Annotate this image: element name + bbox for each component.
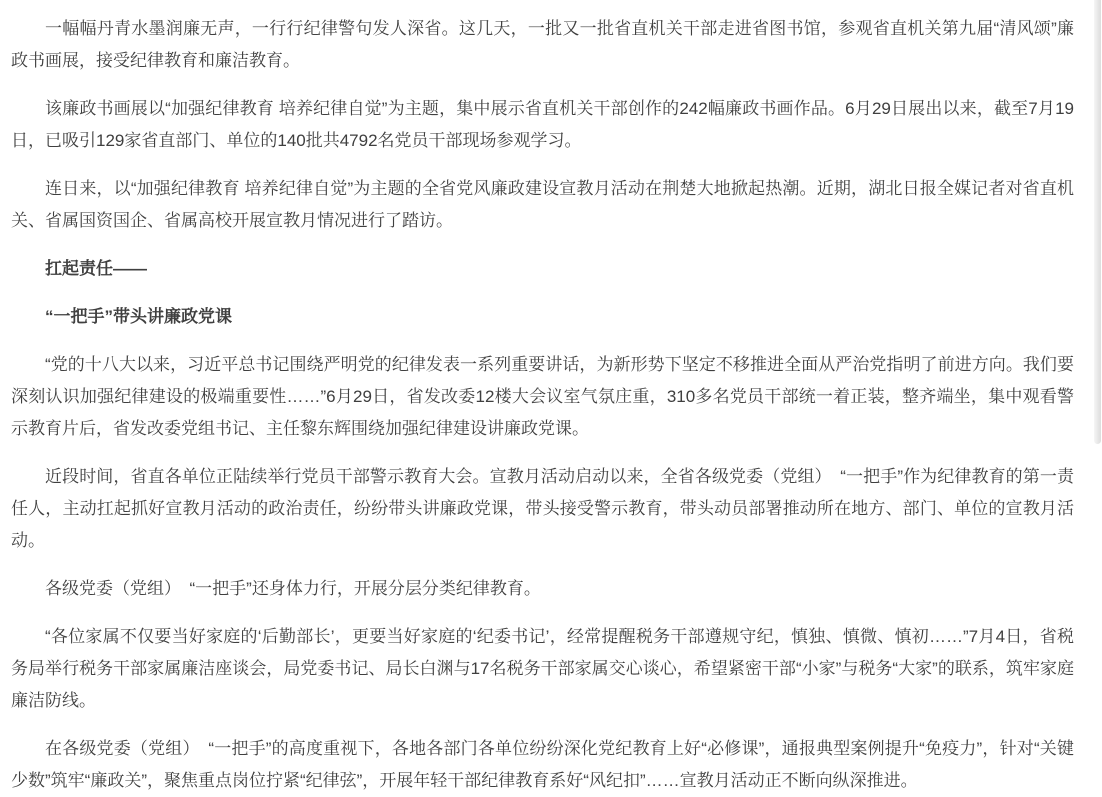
paragraph: “各位家属不仅要当好家庭的‘后勤部长’，更要当好家庭的‘纪委书记’，经常提醒税务干部遵规守纪，慎独、慎微、慎初……”7月4日，省税务局举行税务干部家属廉洁座谈会，局党委书记、局长白渊与17名税务干部家属交心谈心，希望紧密干部“小家”与税务“大家”的联系，筑牢家庭廉洁防线。 (11, 627, 1074, 710)
section-heading: 扛起责任—— (45, 259, 147, 278)
paragraph: 一幅幅丹青水墨润廉无声，一行行纪律警句发人深省。这几天，一批又一批省直机关干部走进省图书馆，参观省直机关第九届“清风颂”廉政书画展，接受纪律教育和廉洁教育。 (11, 19, 1074, 70)
paragraph: 在各级党委（党组） “一把手”的高度重视下，各地各部门各单位纷纷深化党纪教育上好“必修课”，通报典型案例提升“免疫力”，针对“关键少数”筑牢“廉政关”，聚焦重点岗位拧紧“纪律弦”，开展年轻干部纪律教育系好“风纪扣”……宣教月活动正不断向纵深推进。 (11, 739, 1074, 790)
paragraph: 连日来，以“加强纪律教育 培养纪律自觉”为主题的全省党风廉政建设宣教月活动在荆楚大地掀起热潮。近期，湖北日报全媒记者对省直机关、省属国资国企、省属高校开展宣教月情况进行了踏访。 (11, 179, 1074, 230)
paragraph: 近段时间，省直各单位正陆续举行党员干部警示教育大会。宣教月活动启动以来，全省各级党委（党组） “一把手”作为纪律教育的第一责任人，主动扛起抓好宣教月活动的政治责任，纷纷带头讲廉政党课，带头接受警示教育，带头动员部署推动所在地方、部门、单位的宣教月活动。 (11, 467, 1074, 550)
vertical-scrollbar-thumb[interactable] (1094, 0, 1101, 444)
paragraph: “党的十八大以来，习近平总书记围绕严明党的纪律发表一系列重要讲话，为新形势下坚定不移推进全面从严治党指明了前进方向。我们要深刻认识加强纪律建设的极端重要性……”6月29日，省发改委12楼大会议室气氛庄重，310多名党员干部统一着正装，整齐端坐，集中观看警示教育片后，省发改委党组书记、主任黎东辉围绕加强纪律建设讲廉政党课。 (11, 355, 1074, 438)
section-heading: “一把手”带头讲廉政党课 (45, 307, 232, 326)
paragraph: 各级党委（党组） “一把手”还身体力行，开展分层分类纪律教育。 (45, 579, 541, 598)
paragraph: 该廉政书画展以“加强纪律教育 培养纪律自觉”为主题，集中展示省直机关干部创作的242幅廉政书画作品。6月29日展出以来，截至7月19日，已吸引129家省直部门、单位的140批共4792名党员干部现场参观学习。 (11, 99, 1074, 150)
